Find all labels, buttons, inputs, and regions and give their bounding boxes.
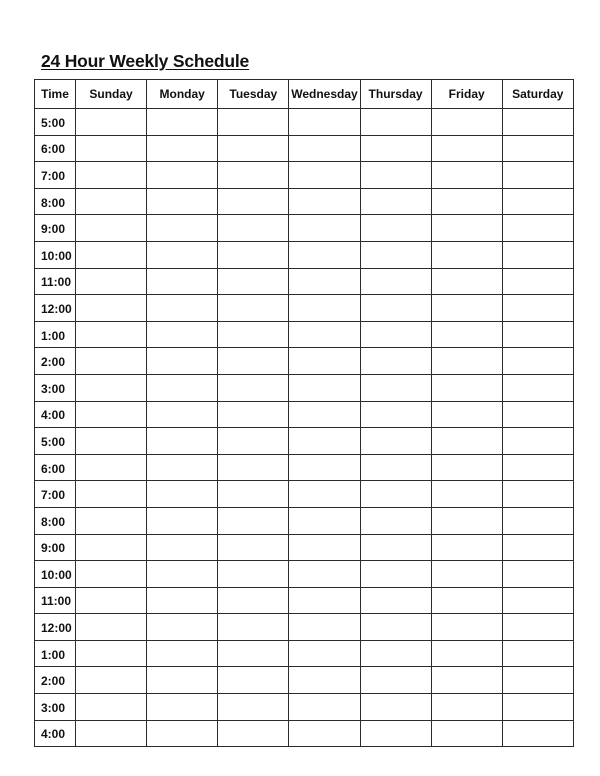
schedule-cell-friday[interactable]	[431, 348, 502, 375]
schedule-cell-wednesday[interactable]	[289, 295, 360, 322]
schedule-cell-wednesday[interactable]	[289, 667, 360, 694]
schedule-cell-friday[interactable]	[431, 162, 502, 189]
schedule-cell-thursday[interactable]	[360, 162, 431, 189]
schedule-cell-sunday[interactable]	[76, 374, 147, 401]
page-title: 24 Hour Weekly Schedule	[41, 51, 250, 71]
table-row	[35, 188, 574, 215]
schedule-cell-sunday[interactable]	[76, 720, 147, 747]
schedule-cell-saturday[interactable]	[502, 454, 573, 481]
schedule-cell-thursday[interactable]	[360, 401, 431, 428]
schedule-cell-friday[interactable]	[431, 321, 502, 348]
schedule-cell-sunday[interactable]	[76, 694, 147, 721]
schedule-cell-friday[interactable]	[431, 561, 502, 588]
schedule-cell-tuesday[interactable]	[218, 401, 289, 428]
schedule-cell-thursday[interactable]	[360, 188, 431, 215]
schedule-cell-sunday[interactable]	[76, 454, 147, 481]
table-row	[35, 135, 574, 162]
table-row	[35, 295, 574, 322]
schedule-cell-thursday[interactable]	[360, 561, 431, 588]
schedule-cell-sunday[interactable]	[76, 428, 147, 455]
schedule-cell-monday[interactable]	[147, 268, 218, 295]
schedule-cell-monday[interactable]	[147, 401, 218, 428]
schedule-cell-friday[interactable]	[431, 109, 502, 136]
schedule-cell-sunday[interactable]	[76, 268, 147, 295]
schedule-cell-monday[interactable]	[147, 188, 218, 215]
table-row	[35, 428, 574, 455]
column-header-sunday: Sunday	[76, 80, 147, 109]
schedule-cell-monday[interactable]	[147, 374, 218, 401]
weekly-schedule-table	[34, 79, 574, 747]
schedule-cell-tuesday[interactable]	[218, 534, 289, 561]
schedule-cell-friday[interactable]	[431, 481, 502, 508]
schedule-cell-sunday[interactable]	[76, 640, 147, 667]
table-row	[35, 694, 574, 721]
schedule-cell-wednesday[interactable]	[289, 109, 360, 136]
time-cell: 3:00	[35, 694, 76, 721]
schedule-cell-thursday[interactable]	[360, 507, 431, 534]
schedule-cell-monday[interactable]	[147, 694, 218, 721]
schedule-cell-sunday[interactable]	[76, 587, 147, 614]
schedule-cell-friday[interactable]	[431, 215, 502, 242]
time-cell: 12:00	[35, 614, 76, 641]
time-cell: 4:00	[35, 401, 76, 428]
column-header-thursday: Thursday	[360, 80, 431, 109]
schedule-cell-monday[interactable]	[147, 587, 218, 614]
time-cell: 12:00	[35, 295, 76, 322]
schedule-cell-saturday[interactable]	[502, 348, 573, 375]
schedule-cell-tuesday[interactable]	[218, 295, 289, 322]
schedule-cell-monday[interactable]	[147, 534, 218, 561]
schedule-cell-tuesday[interactable]	[218, 348, 289, 375]
schedule-cell-tuesday[interactable]	[218, 162, 289, 189]
schedule-cell-saturday[interactable]	[502, 162, 573, 189]
schedule-cell-monday[interactable]	[147, 561, 218, 588]
table-row	[35, 587, 574, 614]
schedule-cell-sunday[interactable]	[76, 614, 147, 641]
table-row	[35, 321, 574, 348]
schedule-cell-saturday[interactable]	[502, 295, 573, 322]
table-row	[35, 401, 574, 428]
schedule-cell-thursday[interactable]	[360, 534, 431, 561]
schedule-cell-tuesday[interactable]	[218, 374, 289, 401]
schedule-cell-wednesday[interactable]	[289, 135, 360, 162]
schedule-cell-sunday[interactable]	[76, 401, 147, 428]
schedule-cell-sunday[interactable]	[76, 109, 147, 136]
time-cell: 3:00	[35, 374, 76, 401]
schedule-cell-sunday[interactable]	[76, 295, 147, 322]
schedule-cell-wednesday[interactable]	[289, 614, 360, 641]
schedule-cell-monday[interactable]	[147, 348, 218, 375]
schedule-body	[35, 109, 574, 747]
schedule-cell-tuesday[interactable]	[218, 561, 289, 588]
schedule-cell-wednesday[interactable]	[289, 481, 360, 508]
schedule-cell-sunday[interactable]	[76, 135, 147, 162]
time-cell: 8:00	[35, 507, 76, 534]
schedule-cell-thursday[interactable]	[360, 694, 431, 721]
schedule-cell-thursday[interactable]	[360, 295, 431, 322]
schedule-cell-monday[interactable]	[147, 454, 218, 481]
schedule-cell-wednesday[interactable]	[289, 162, 360, 189]
schedule-cell-thursday[interactable]	[360, 241, 431, 268]
time-cell: 6:00	[35, 135, 76, 162]
table-row	[35, 215, 574, 242]
table-row	[35, 667, 574, 694]
schedule-cell-saturday[interactable]	[502, 321, 573, 348]
schedule-cell-tuesday[interactable]	[218, 587, 289, 614]
schedule-cell-saturday[interactable]	[502, 481, 573, 508]
schedule-cell-monday[interactable]	[147, 507, 218, 534]
schedule-cell-friday[interactable]	[431, 640, 502, 667]
table-row	[35, 481, 574, 508]
time-cell: 4:00	[35, 720, 76, 747]
schedule-cell-friday[interactable]	[431, 614, 502, 641]
schedule-cell-monday[interactable]	[147, 295, 218, 322]
table-row	[35, 640, 574, 667]
schedule-cell-sunday[interactable]	[76, 348, 147, 375]
schedule-cell-tuesday[interactable]	[218, 720, 289, 747]
schedule-cell-thursday[interactable]	[360, 348, 431, 375]
schedule-cell-saturday[interactable]	[502, 694, 573, 721]
schedule-cell-saturday[interactable]	[502, 374, 573, 401]
schedule-cell-saturday[interactable]	[502, 614, 573, 641]
time-cell: 2:00	[35, 667, 76, 694]
schedule-cell-friday[interactable]	[431, 667, 502, 694]
schedule-cell-tuesday[interactable]	[218, 215, 289, 242]
schedule-cell-saturday[interactable]	[502, 720, 573, 747]
schedule-cell-wednesday[interactable]	[289, 401, 360, 428]
schedule-cell-friday[interactable]	[431, 135, 502, 162]
schedule-cell-wednesday[interactable]	[289, 561, 360, 588]
schedule-cell-friday[interactable]	[431, 720, 502, 747]
schedule-cell-tuesday[interactable]	[218, 667, 289, 694]
column-header-friday: Friday	[431, 80, 502, 109]
column-header-monday: Monday	[147, 80, 218, 109]
schedule-cell-tuesday[interactable]	[218, 694, 289, 721]
schedule-cell-monday[interactable]	[147, 162, 218, 189]
schedule-cell-thursday[interactable]	[360, 720, 431, 747]
schedule-cell-wednesday[interactable]	[289, 374, 360, 401]
schedule-cell-tuesday[interactable]	[218, 640, 289, 667]
time-cell: 6:00	[35, 454, 76, 481]
schedule-cell-thursday[interactable]	[360, 135, 431, 162]
table-row	[35, 162, 574, 189]
schedule-cell-friday[interactable]	[431, 268, 502, 295]
table-row	[35, 614, 574, 641]
schedule-cell-tuesday[interactable]	[218, 428, 289, 455]
schedule-cell-saturday[interactable]	[502, 534, 573, 561]
schedule-cell-friday[interactable]	[431, 454, 502, 481]
schedule-cell-thursday[interactable]	[360, 321, 431, 348]
schedule-cell-wednesday[interactable]	[289, 188, 360, 215]
schedule-cell-thursday[interactable]	[360, 374, 431, 401]
schedule-cell-tuesday[interactable]	[218, 454, 289, 481]
schedule-cell-saturday[interactable]	[502, 268, 573, 295]
schedule-cell-tuesday[interactable]	[218, 188, 289, 215]
schedule-cell-sunday[interactable]	[76, 321, 147, 348]
schedule-cell-thursday[interactable]	[360, 587, 431, 614]
schedule-cell-wednesday[interactable]	[289, 587, 360, 614]
schedule-cell-monday[interactable]	[147, 109, 218, 136]
time-cell: 11:00	[35, 268, 76, 295]
schedule-cell-friday[interactable]	[431, 295, 502, 322]
schedule-cell-saturday[interactable]	[502, 215, 573, 242]
schedule-cell-monday[interactable]	[147, 614, 218, 641]
schedule-cell-saturday[interactable]	[502, 640, 573, 667]
schedule-cell-friday[interactable]	[431, 428, 502, 455]
schedule-cell-monday[interactable]	[147, 667, 218, 694]
time-cell: 1:00	[35, 640, 76, 667]
schedule-cell-monday[interactable]	[147, 428, 218, 455]
schedule-cell-wednesday[interactable]	[289, 720, 360, 747]
schedule-cell-tuesday[interactable]	[218, 268, 289, 295]
schedule-cell-monday[interactable]	[147, 481, 218, 508]
schedule-cell-saturday[interactable]	[502, 561, 573, 588]
schedule-cell-friday[interactable]	[431, 587, 502, 614]
schedule-cell-tuesday[interactable]	[218, 109, 289, 136]
schedule-cell-saturday[interactable]	[502, 135, 573, 162]
schedule-cell-friday[interactable]	[431, 401, 502, 428]
time-cell: 1:00	[35, 321, 76, 348]
schedule-cell-saturday[interactable]	[502, 667, 573, 694]
schedule-cell-monday[interactable]	[147, 321, 218, 348]
schedule-cell-tuesday[interactable]	[218, 507, 289, 534]
schedule-cell-friday[interactable]	[431, 694, 502, 721]
schedule-cell-sunday[interactable]	[76, 481, 147, 508]
schedule-cell-saturday[interactable]	[502, 587, 573, 614]
schedule-cell-thursday[interactable]	[360, 109, 431, 136]
schedule-cell-sunday[interactable]	[76, 534, 147, 561]
table-row	[35, 109, 574, 136]
schedule-cell-wednesday[interactable]	[289, 507, 360, 534]
schedule-cell-friday[interactable]	[431, 188, 502, 215]
time-cell: 9:00	[35, 534, 76, 561]
time-cell: 10:00	[35, 241, 76, 268]
schedule-cell-thursday[interactable]	[360, 215, 431, 242]
schedule-cell-wednesday[interactable]	[289, 534, 360, 561]
schedule-cell-friday[interactable]	[431, 374, 502, 401]
schedule-cell-sunday[interactable]	[76, 507, 147, 534]
table-row	[35, 374, 574, 401]
schedule-cell-saturday[interactable]	[502, 401, 573, 428]
schedule-cell-sunday[interactable]	[76, 561, 147, 588]
schedule-cell-wednesday[interactable]	[289, 268, 360, 295]
schedule-cell-thursday[interactable]	[360, 481, 431, 508]
schedule-cell-wednesday[interactable]	[289, 454, 360, 481]
schedule-cell-thursday[interactable]	[360, 454, 431, 481]
schedule-cell-friday[interactable]	[431, 507, 502, 534]
schedule-cell-wednesday[interactable]	[289, 241, 360, 268]
schedule-cell-saturday[interactable]	[502, 507, 573, 534]
schedule-cell-tuesday[interactable]	[218, 481, 289, 508]
table-row	[35, 534, 574, 561]
schedule-cell-thursday[interactable]	[360, 614, 431, 641]
schedule-cell-thursday[interactable]	[360, 667, 431, 694]
schedule-cell-saturday[interactable]	[502, 428, 573, 455]
column-header-wednesday: Wednesday	[289, 80, 360, 109]
table-row	[35, 348, 574, 375]
schedule-cell-thursday[interactable]	[360, 268, 431, 295]
schedule-cell-sunday[interactable]	[76, 162, 147, 189]
schedule-cell-tuesday[interactable]	[218, 614, 289, 641]
table-row	[35, 720, 574, 747]
schedule-cell-sunday[interactable]	[76, 241, 147, 268]
time-cell: 7:00	[35, 481, 76, 508]
table-row	[35, 561, 574, 588]
schedule-cell-tuesday[interactable]	[218, 241, 289, 268]
schedule-cell-thursday[interactable]	[360, 640, 431, 667]
schedule-cell-wednesday[interactable]	[289, 348, 360, 375]
time-cell: 2:00	[35, 348, 76, 375]
schedule-cell-tuesday[interactable]	[218, 135, 289, 162]
table-row	[35, 454, 574, 481]
schedule-cell-saturday[interactable]	[502, 241, 573, 268]
schedule-cell-saturday[interactable]	[502, 188, 573, 215]
schedule-cell-monday[interactable]	[147, 720, 218, 747]
time-cell: 8:00	[35, 188, 76, 215]
schedule-cell-monday[interactable]	[147, 215, 218, 242]
schedule-cell-wednesday[interactable]	[289, 428, 360, 455]
schedule-cell-sunday[interactable]	[76, 215, 147, 242]
header-row	[35, 80, 574, 109]
time-cell: 7:00	[35, 162, 76, 189]
schedule-cell-monday[interactable]	[147, 640, 218, 667]
column-header-time: Time	[35, 80, 76, 109]
schedule-cell-wednesday[interactable]	[289, 640, 360, 667]
time-cell: 5:00	[35, 109, 76, 136]
schedule-cell-wednesday[interactable]	[289, 694, 360, 721]
table-row	[35, 268, 574, 295]
time-cell: 5:00	[35, 428, 76, 455]
schedule-cell-wednesday[interactable]	[289, 215, 360, 242]
schedule-cell-thursday[interactable]	[360, 428, 431, 455]
table-row	[35, 241, 574, 268]
schedule-cell-sunday[interactable]	[76, 667, 147, 694]
time-cell: 11:00	[35, 587, 76, 614]
column-header-saturday: Saturday	[502, 80, 573, 109]
schedule-cell-wednesday[interactable]	[289, 321, 360, 348]
schedule-cell-saturday[interactable]	[502, 109, 573, 136]
schedule-cell-sunday[interactable]	[76, 188, 147, 215]
schedule-cell-monday[interactable]	[147, 135, 218, 162]
time-cell: 9:00	[35, 215, 76, 242]
schedule-cell-monday[interactable]	[147, 241, 218, 268]
table-row	[35, 507, 574, 534]
schedule-cell-tuesday[interactable]	[218, 321, 289, 348]
column-header-tuesday: Tuesday	[218, 80, 289, 109]
schedule-cell-friday[interactable]	[431, 534, 502, 561]
time-cell: 10:00	[35, 561, 76, 588]
schedule-cell-friday[interactable]	[431, 241, 502, 268]
